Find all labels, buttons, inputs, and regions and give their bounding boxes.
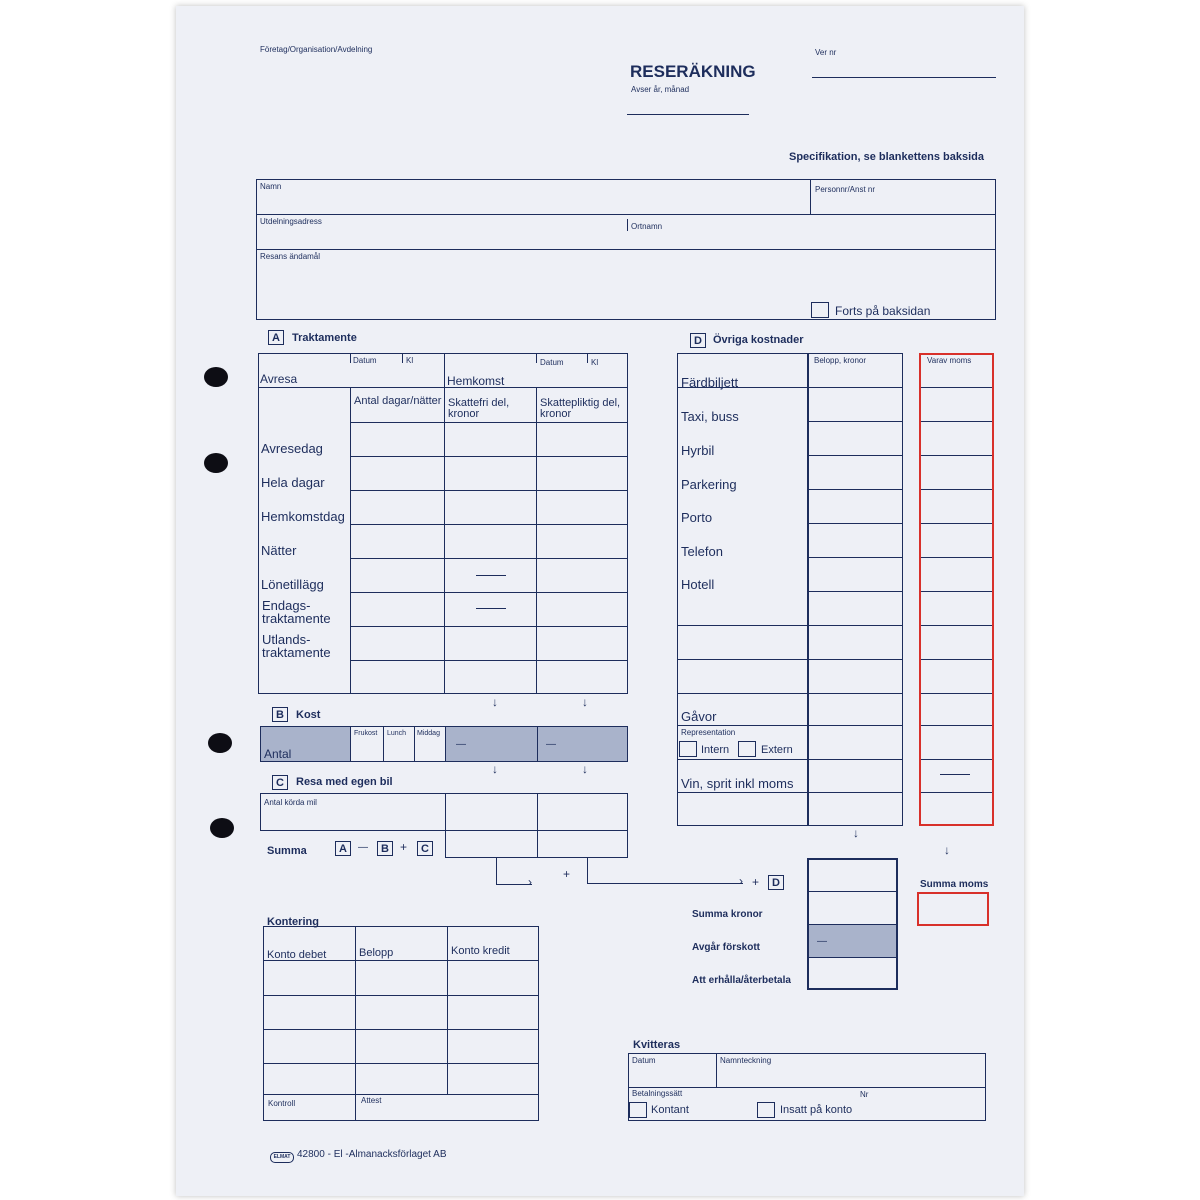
formula-minus: —	[358, 842, 368, 853]
account-checkbox[interactable]	[757, 1102, 775, 1118]
down-arrow-icon: ↓	[944, 843, 950, 857]
section-b-letter: B	[272, 707, 288, 722]
return-label: Hemkomst	[447, 374, 505, 388]
formula-b: B	[377, 841, 393, 856]
plus-d-sign: +	[752, 875, 760, 889]
row-label: Nätter	[261, 543, 297, 558]
cost-row-label: Parkering	[681, 477, 737, 492]
binder-hole	[210, 818, 234, 838]
right-arrow-icon: ›	[528, 875, 532, 889]
org-label: Företag/Organisation/Avdelning	[260, 45, 373, 54]
minus-sign: —	[817, 936, 827, 947]
total-vat-field[interactable]	[917, 892, 989, 926]
return-date-label: Datum	[540, 358, 564, 367]
section-a-title: Traktamente	[292, 332, 357, 344]
spec-note: Specifikation, se blankettens baksida	[789, 151, 985, 163]
form-title: RESERÄKNING	[630, 62, 756, 81]
vat-column	[919, 353, 994, 826]
gifts-label: Gåvor	[681, 709, 717, 724]
publisher-logo: ELMAT	[270, 1152, 294, 1163]
control-label: Kontroll	[268, 1099, 296, 1108]
vat-label: Varav moms	[927, 356, 972, 365]
cost-row-label: Hotell	[681, 577, 715, 592]
binder-hole	[208, 733, 232, 753]
nr-label: Nr	[860, 1090, 869, 1099]
purpose-label: Resans ändamål	[260, 252, 321, 261]
minus-sign: —	[546, 739, 556, 750]
plus-sign: +	[563, 867, 571, 881]
section-c-letter: C	[272, 775, 288, 790]
formula-c: C	[417, 841, 433, 856]
kontering-title: Kontering	[267, 916, 319, 928]
departure-date-label: Datum	[353, 356, 377, 365]
binder-hole	[204, 367, 228, 387]
amount-label: Belopp, kronor	[814, 356, 867, 365]
down-arrow-icon: ↓	[492, 695, 498, 709]
cost-row-label: Telefon	[681, 544, 723, 559]
cost-row-label: Taxi, buss	[681, 409, 739, 424]
row-label: Hemkomstdag	[261, 509, 345, 524]
ver-field[interactable]	[812, 77, 996, 78]
section-d-title: Övriga kostnader	[713, 334, 804, 346]
departure-time-label: Kl	[406, 356, 414, 365]
section-d-letter: D	[690, 333, 706, 348]
right-arrow-icon: ›	[739, 874, 743, 888]
account-label: Insatt på konto	[780, 1104, 853, 1116]
down-arrow-icon: ↓	[853, 826, 859, 840]
row-label: Utlands-traktamente	[262, 632, 331, 660]
kvitt-date-label: Datum	[632, 1056, 656, 1065]
section-b-title: Kost	[296, 709, 321, 721]
external-checkbox[interactable]	[738, 741, 756, 757]
city-label: Ortnamn	[631, 222, 663, 231]
row-label: Endags-traktamente	[262, 598, 331, 626]
address-label: Utdelningsadress	[260, 217, 322, 226]
binder-hole	[204, 453, 228, 473]
wine-label: Vin, sprit inkl moms	[681, 776, 794, 791]
meal-dinner-label: Middag	[417, 730, 440, 737]
representation-label: Representation	[681, 728, 736, 737]
kvitt-signature-label: Namnteckning	[720, 1056, 772, 1065]
total-vat-label: Summa moms	[920, 879, 989, 890]
col-days-header: Antal dagar/nätter	[354, 395, 442, 407]
down-arrow-icon: ↓	[582, 695, 588, 709]
name-label: Namn	[260, 182, 282, 191]
kvitteras-title: Kvitteras	[633, 1039, 681, 1051]
section-c-title: Resa med egen bil	[296, 776, 393, 788]
formula-plus: +	[400, 840, 408, 854]
meal-breakfast-label: Frukost	[354, 730, 378, 737]
period-field[interactable]	[627, 114, 749, 115]
cost-row-label: Hyrbil	[681, 443, 715, 458]
footer-code: 42800 - El -Almanacksförlaget AB	[297, 1149, 447, 1160]
down-arrow-icon: ↓	[492, 762, 498, 776]
km-label: Antal körda mil	[264, 798, 317, 807]
internal-label: Intern	[701, 744, 730, 756]
section-a-letter: A	[268, 330, 284, 345]
col-taxfree-header: Skattefri del, kronor	[448, 397, 510, 420]
name-field[interactable]	[258, 192, 808, 212]
sum-kronor-label: Summa kronor	[692, 909, 763, 920]
period-label: Avser år, månad	[631, 85, 690, 94]
d-ref-letter: D	[768, 875, 784, 890]
meal-lunch-label: Lunch	[387, 730, 407, 737]
payment-label: Betalningssätt	[632, 1089, 683, 1098]
cost-row-label: Färdbiljett	[681, 375, 739, 390]
kontering-col-header: Konto debet	[267, 949, 327, 961]
return-time-label: Kl	[591, 358, 599, 367]
internal-checkbox[interactable]	[679, 741, 697, 757]
personnr-label: Personnr/Anst nr	[815, 185, 876, 194]
receive-label: Att erhålla/återbetala	[692, 975, 791, 986]
cash-label: Kontant	[651, 1104, 689, 1116]
continued-label: Forts på baksidan	[835, 304, 931, 318]
col-taxable-header: Skattepliktig del, kronor	[540, 397, 621, 420]
cash-checkbox[interactable]	[629, 1102, 647, 1118]
down-arrow-icon: ↓	[582, 762, 588, 776]
external-label: Extern	[761, 744, 793, 756]
kost-count-label: Antal	[264, 747, 292, 761]
cost-row-label: Porto	[681, 510, 713, 525]
attest-label: Attest	[361, 1096, 382, 1105]
departure-label: Avresa	[260, 372, 298, 386]
row-label: Lönetillägg	[261, 577, 324, 592]
minus-sign: —	[456, 739, 466, 750]
ver-label: Ver nr	[815, 48, 837, 57]
kontering-col-header: Belopp	[359, 947, 394, 959]
advance-label: Avgår förskott	[692, 942, 760, 953]
kontering-col-header: Konto kredit	[451, 945, 510, 957]
continued-checkbox[interactable]	[811, 302, 829, 318]
row-label: Avresedag	[261, 441, 323, 456]
row-label: Hela dagar	[261, 475, 325, 490]
sum-label: Summa	[267, 845, 307, 857]
formula-a: A	[335, 841, 351, 856]
